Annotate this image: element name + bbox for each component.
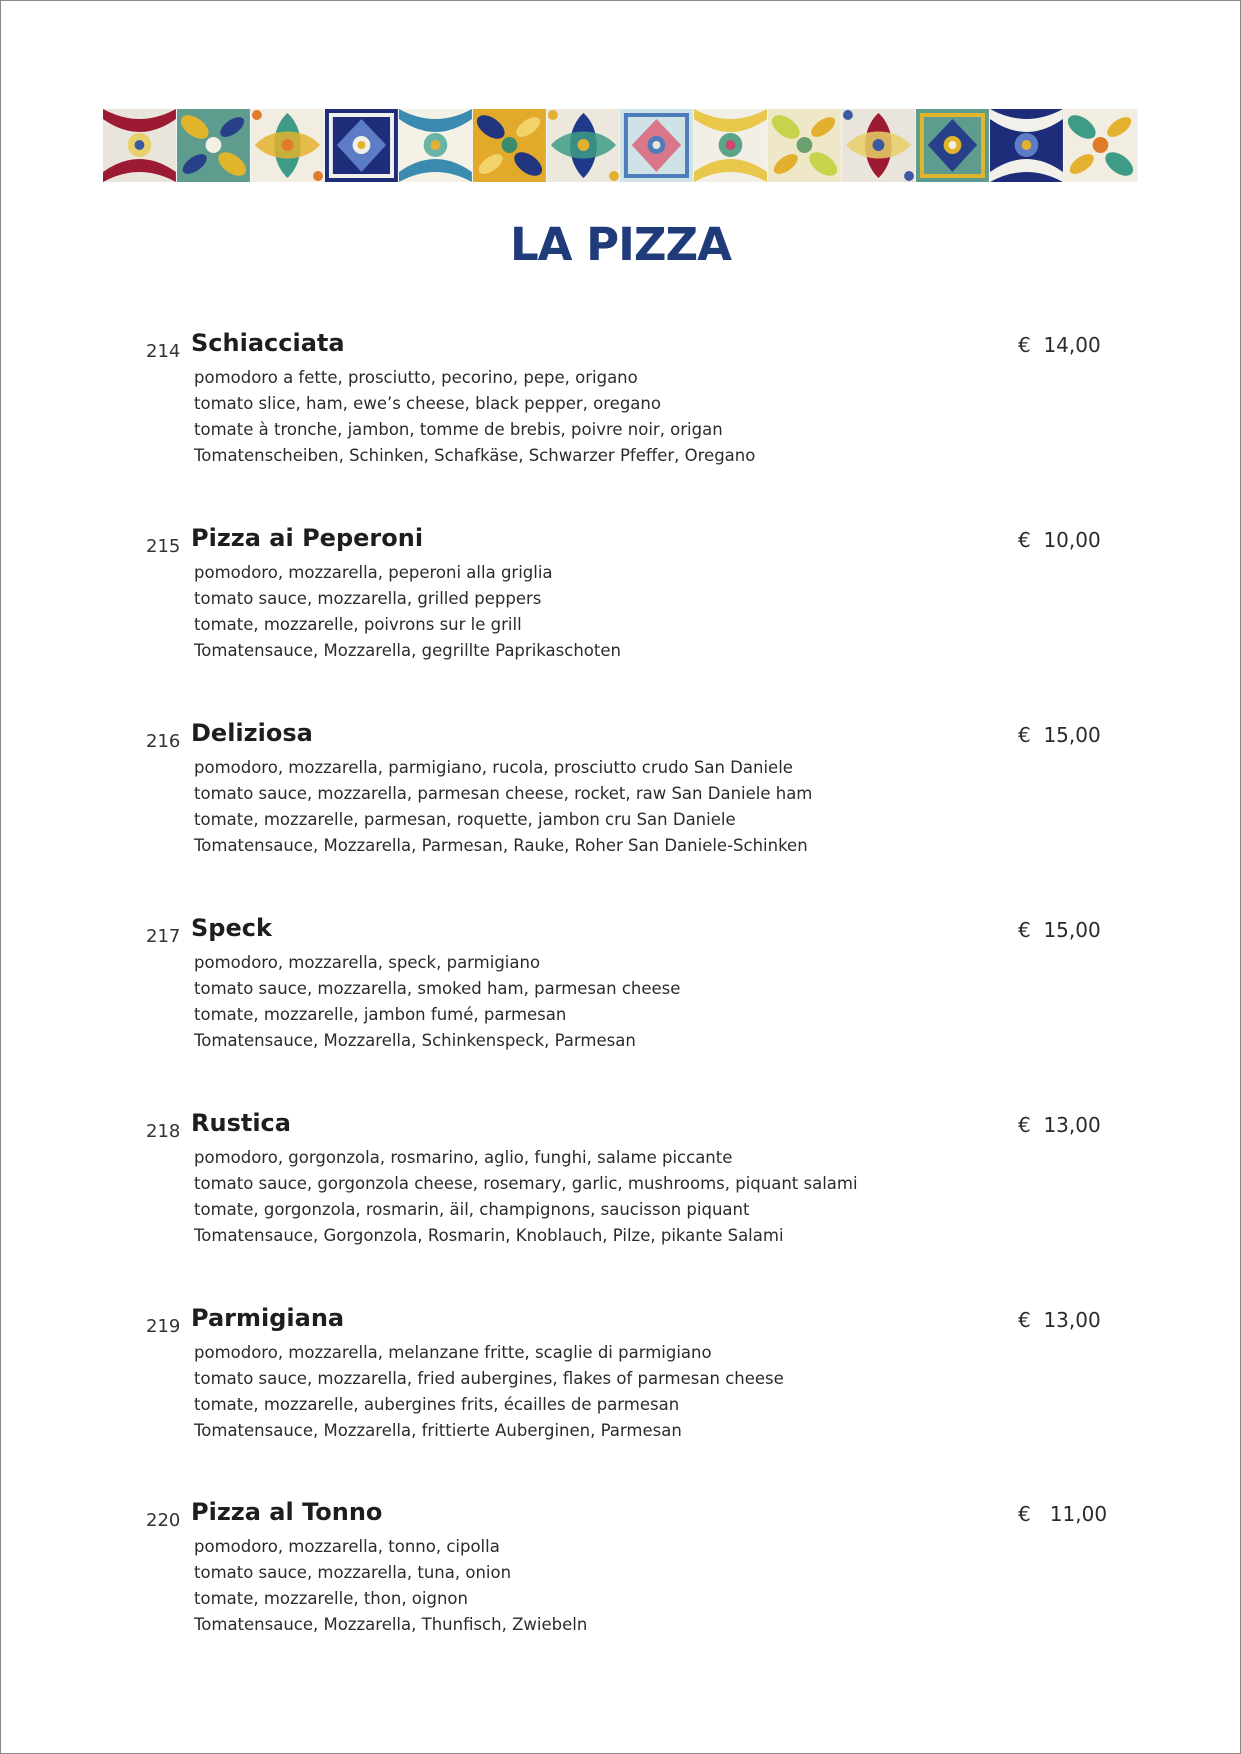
description-italian: pomodoro, mozzarella, speck, parmigiano [194,953,541,972]
item-price: € 15,00 [1018,918,1101,942]
description-french: tomate, mozzarelle, parmesan, roquette, jambon cru San Daniele [194,810,736,829]
tile-red-flower [103,109,177,182]
item-name: Pizza al Tonno [191,1498,383,1526]
description-english: tomato sauce, mozzarella, parmesan cheese, rocket, raw San Daniele ham [194,784,813,803]
item-price: € 13,00 [1018,1113,1101,1137]
tile-lemon-green [768,109,842,182]
description-french: tomate, mozzarelle, poivrons sur le grill [194,615,522,634]
item-description [194,365,1014,469]
tile-pale-rosette [620,109,694,182]
description-french: tomate à tronche, jambon, tomme de brebis, poivre noir, origan [194,420,723,439]
item-name: Schiacciata [191,329,345,357]
description-german: Tomatensauce, Mozzarella, Thunfisch, Zwiebeln [194,1615,588,1634]
description-italian: pomodoro a fette, prosciutto, pecorino, pepe, origano [194,368,638,387]
tile-teal-vine [251,109,325,182]
item-name: Parmigiana [191,1304,345,1332]
description-german: Tomatenscheiben, Schinken, Schafkäse, Schwarzer Pfeffer, Oregano [194,446,756,465]
tile-blue-swirl [399,109,473,182]
item-price: € 10,00 [1018,528,1101,552]
menu-item [0,715,1241,895]
item-description [194,755,1014,859]
item-number: 214 [146,341,181,362]
description-english: tomato slice, ham, ewe’s cheese, black pepper, oregano [194,394,661,413]
description-german: Tomatensauce, Mozzarella, Parmesan, Rauke, Roher San Daniele-Schinken [194,836,808,855]
description-italian: pomodoro, mozzarella, tonno, cipolla [194,1537,500,1556]
item-description [194,1534,1014,1638]
item-description [194,950,1014,1054]
menu-item [0,1494,1241,1674]
description-english: tomato sauce, mozzarella, smoked ham, parmesan cheese [194,979,681,998]
description-italian: pomodoro, mozzarella, parmigiano, rucola, prosciutto crudo San Daniele [194,758,793,777]
item-description [194,560,1014,664]
item-name: Speck [191,914,272,942]
item-name: Pizza ai Peperoni [191,524,424,552]
item-description [194,1145,1014,1249]
description-italian: pomodoro, mozzarella, peperoni alla griglia [194,563,553,582]
menu-item [0,1300,1241,1480]
description-english: tomato sauce, gorgonzola cheese, rosemary, garlic, mushrooms, piquant salami [194,1174,858,1193]
description-german: Tomatensauce, Mozzarella, frittierte Auberginen, Parmesan [194,1421,682,1440]
item-description [194,1340,1014,1444]
item-price: € 11,00 [1018,1502,1108,1526]
description-german: Tomatensauce, Gorgonzola, Rosmarin, Knoblauch, Pilze, pikante Salami [194,1226,784,1245]
majolica-tile-banner [103,109,1138,182]
tile-gold-bloom [473,109,547,182]
tile-navy-scroll-2 [990,109,1064,182]
tile-yellow-leaf [177,109,251,182]
tile-red-flower-2 [842,109,916,182]
menu-item [0,1105,1241,1285]
page-title: LA PIZZA [510,218,731,271]
tile-green-navy [547,109,621,182]
item-number: 216 [146,731,181,752]
description-french: tomate, gorgonzola, rosmarin, äil, champignons, saucisson piquant [194,1200,750,1219]
description-french: tomate, mozzarelle, aubergines frits, écailles de parmesan [194,1395,680,1414]
description-italian: pomodoro, mozzarella, melanzane fritte, scaglie di parmigiano [194,1343,712,1362]
description-french: tomate, mozzarelle, jambon fumé, parmesan [194,1005,567,1024]
description-german: Tomatensauce, Mozzarella, Schinkenspeck, Parmesan [194,1031,636,1050]
description-french: tomate, mozzarelle, thon, oignon [194,1589,468,1608]
tile-teal-vine-2 [1064,109,1138,182]
item-name: Rustica [191,1109,291,1137]
tile-navy-scroll [325,109,399,182]
tile-mosaic-cream [694,109,768,182]
menu-item [0,910,1241,1090]
item-number: 218 [146,1121,181,1142]
item-number: 219 [146,1316,181,1337]
item-number: 220 [146,1510,181,1531]
item-number: 217 [146,926,181,947]
item-number: 215 [146,536,181,557]
description-english: tomato sauce, mozzarella, grilled peppers [194,589,542,608]
tile-yellow-leaf-2 [916,109,990,182]
description-italian: pomodoro, gorgonzola, rosmarino, aglio, funghi, salame piccante [194,1148,733,1167]
description-english: tomato sauce, mozzarella, fried aubergines, flakes of parmesan cheese [194,1369,784,1388]
item-name: Deliziosa [191,719,313,747]
item-price: € 14,00 [1018,333,1101,357]
description-english: tomato sauce, mozzarella, tuna, onion [194,1563,512,1582]
item-price: € 15,00 [1018,723,1101,747]
description-german: Tomatensauce, Mozzarella, gegrillte Paprikaschoten [194,641,621,660]
item-price: € 13,00 [1018,1308,1101,1332]
menu-item [0,325,1241,505]
menu-item [0,520,1241,700]
